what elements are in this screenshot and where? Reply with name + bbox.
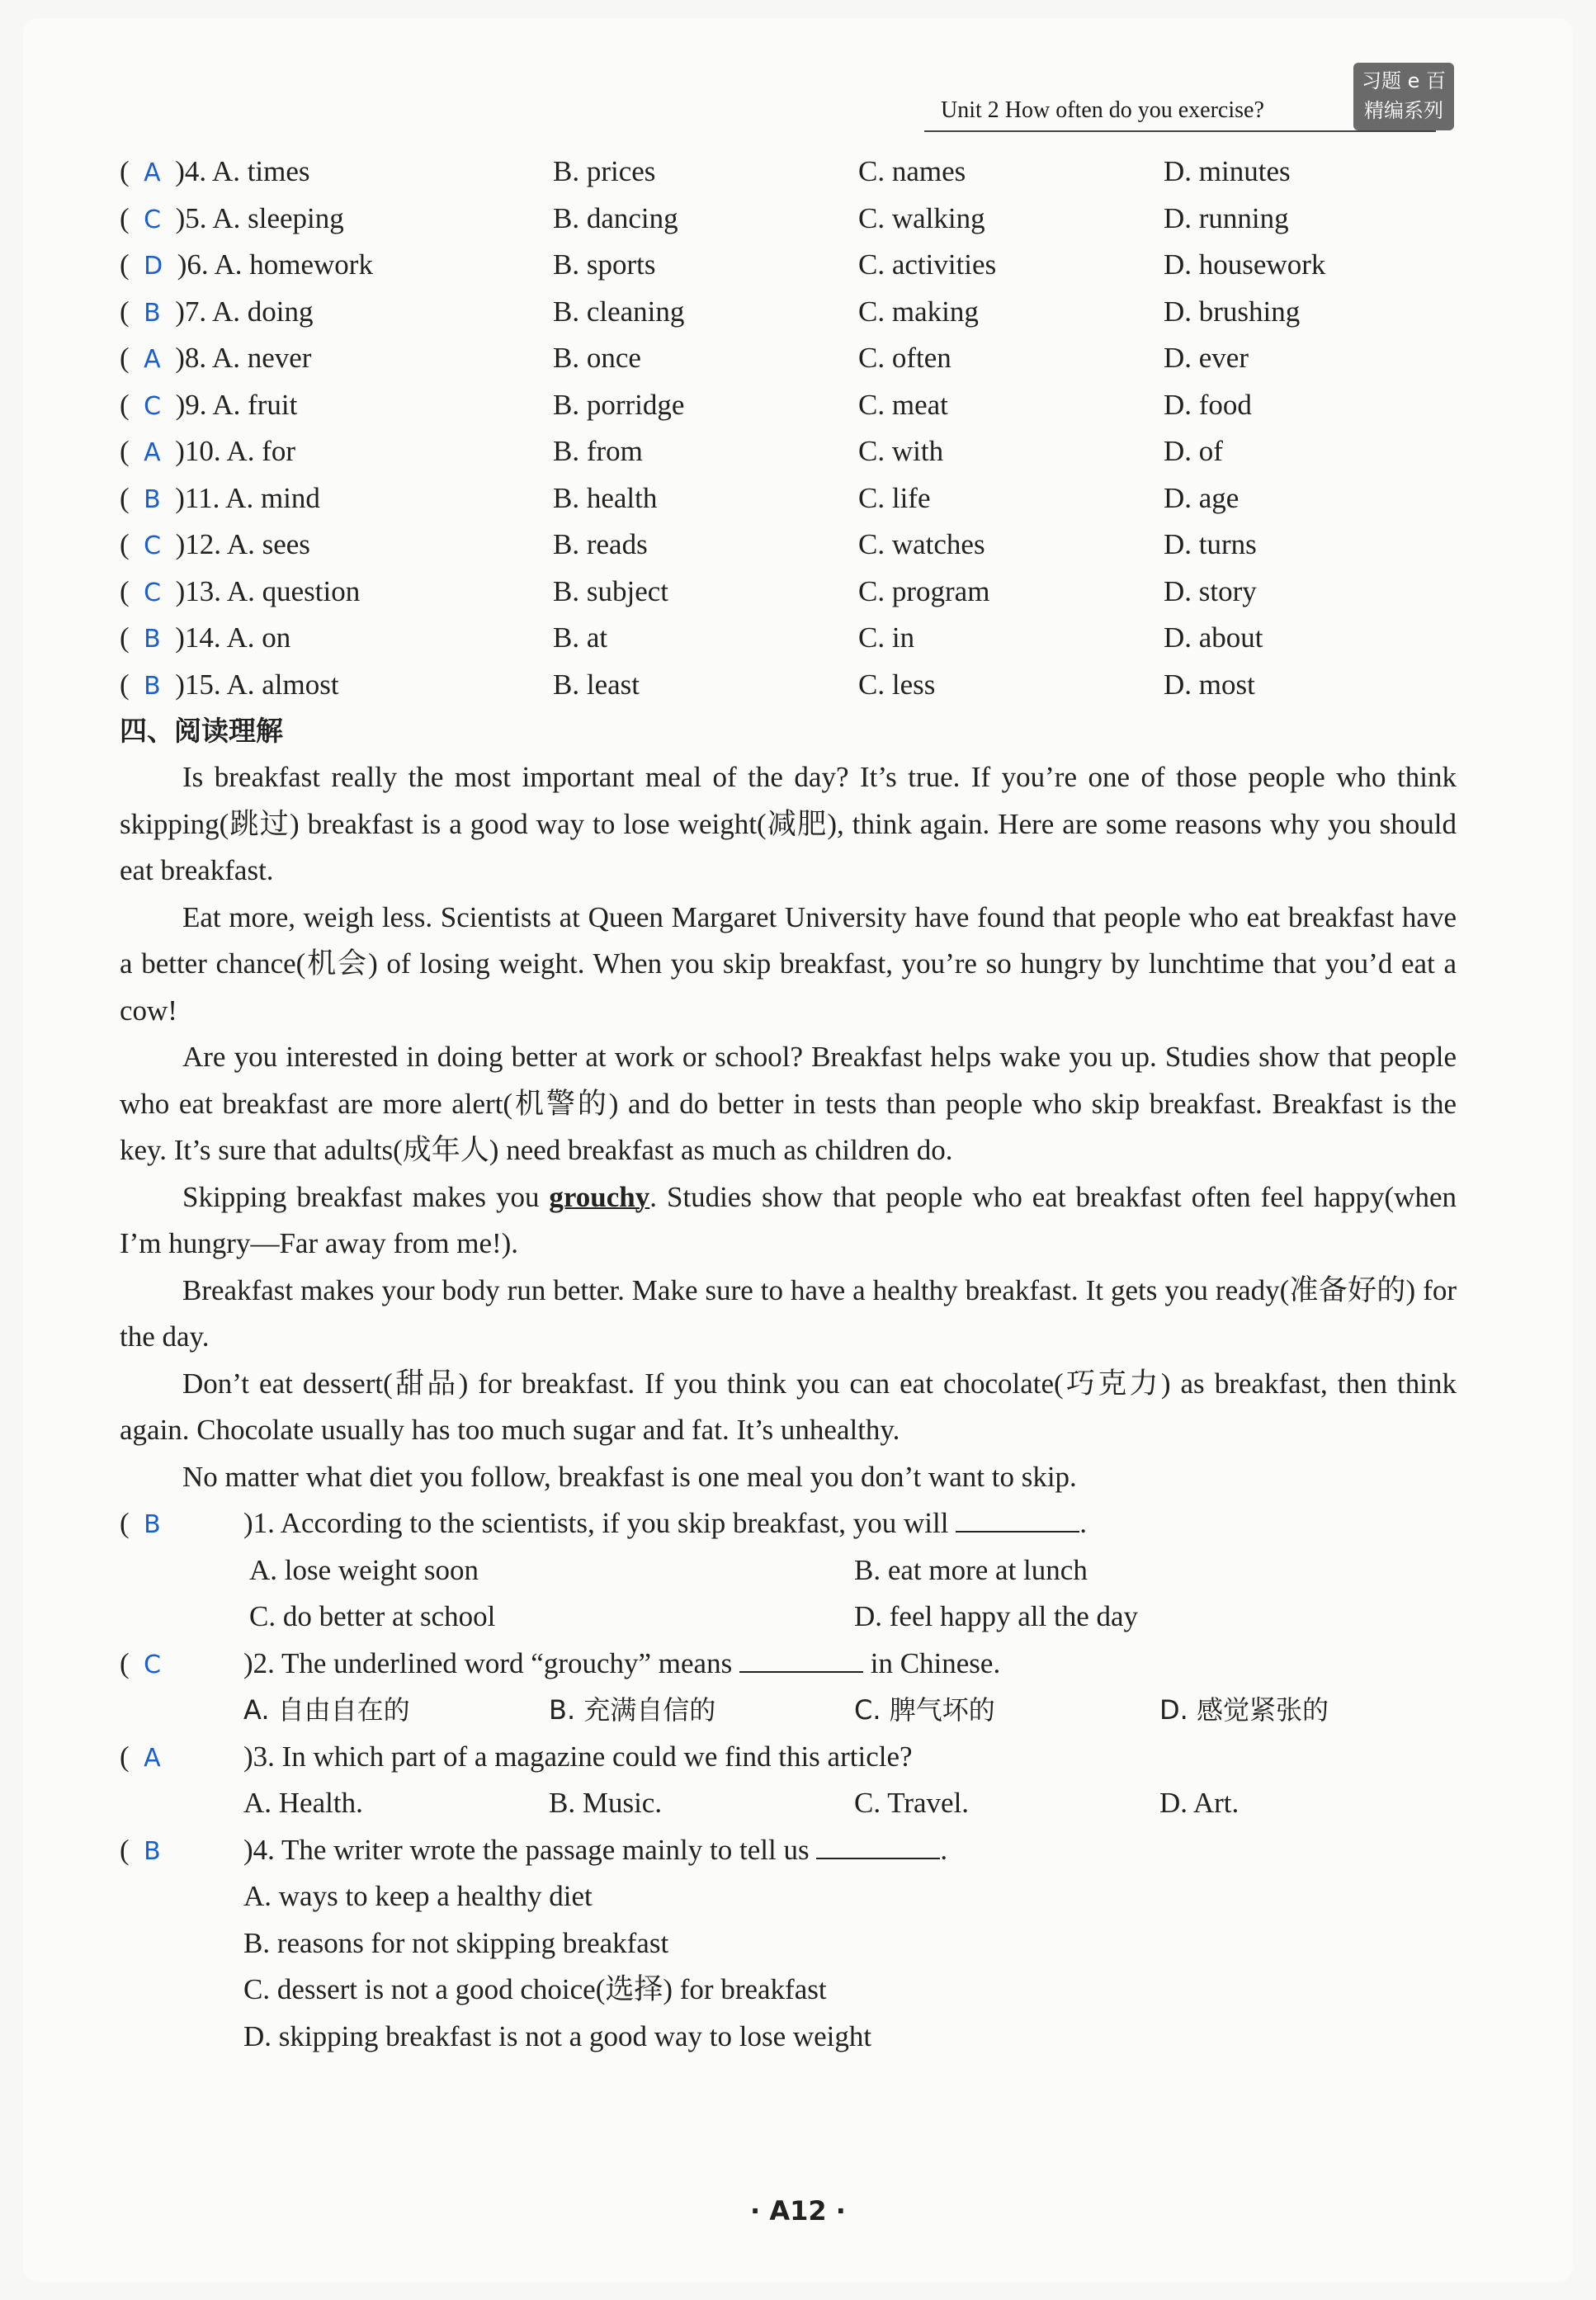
cloze-answers bbox=[120, 149, 1457, 708]
option-b: B. least bbox=[553, 668, 640, 701]
question-2 bbox=[120, 1641, 1457, 1688]
option-d: D. age bbox=[1164, 481, 1239, 514]
option-row-d bbox=[120, 2014, 1457, 2061]
cloze-row bbox=[120, 289, 1457, 336]
option-c: C. often bbox=[858, 342, 951, 374]
cloze-row bbox=[120, 196, 1457, 243]
option-d: D. Art. bbox=[1159, 1787, 1239, 1819]
option-b: B. subject bbox=[553, 574, 668, 607]
answer-letter: C bbox=[144, 1650, 162, 1679]
answer-paren: ( B bbox=[120, 1833, 161, 1866]
option-b: B. cleaning bbox=[553, 295, 685, 328]
option-c: C. with bbox=[858, 435, 944, 467]
option-c: C. life bbox=[858, 481, 931, 514]
answer-letter: D bbox=[144, 252, 163, 281]
answer-letter: C bbox=[144, 578, 162, 607]
option-c: C. dessert is not a good choice(选择) for breakfast bbox=[243, 1973, 827, 2005]
option-b: B. once bbox=[553, 342, 641, 374]
cloze-item-stem: ( B )11. A. mind bbox=[120, 481, 320, 514]
option-d: D. running bbox=[1164, 201, 1289, 234]
logo-line-2: 精编系列 bbox=[1364, 99, 1443, 122]
option-a: )6. A. homework bbox=[177, 248, 373, 281]
passage-paragraph-5: Breakfast makes your body run better. Make sure to have a healthy breakfast. It gets you ready(准备好的) for the day. bbox=[120, 1273, 1457, 1353]
series-logo bbox=[1353, 63, 1454, 130]
answer-letter: A bbox=[144, 438, 161, 467]
option-a: )7. A. doing bbox=[175, 295, 314, 328]
cloze-item-stem: ( B )14. A. on bbox=[120, 621, 291, 654]
stem-text: )4. The writer wrote the passage mainly to tell us bbox=[243, 1833, 810, 1866]
answer-letter: B bbox=[144, 298, 161, 328]
option-a: )13. A. question bbox=[175, 574, 361, 607]
answer-paren: ( B bbox=[120, 1507, 161, 1539]
option-d: D. turns bbox=[1164, 528, 1257, 560]
option-a: )12. A. sees bbox=[175, 528, 310, 560]
logo-line-1: 习题 e 百 bbox=[1361, 69, 1447, 92]
option-d: D. feel happy all the day bbox=[854, 1600, 1139, 1632]
cloze-item-stem: ( C )13. A. question bbox=[120, 574, 361, 607]
answer-blank bbox=[739, 1646, 863, 1673]
cloze-item-stem: ( A )10. A. for bbox=[120, 435, 295, 467]
option-a: )8. A. never bbox=[175, 342, 312, 374]
option-d: D. most bbox=[1164, 668, 1255, 701]
answer-letter: B bbox=[144, 625, 161, 654]
answer-letter: B bbox=[144, 1510, 161, 1539]
option-c: C. in bbox=[858, 621, 915, 654]
passage-paragraph-1: Is breakfast really the most important meal of the day? It’s true. If you’re one of those people who think skipping(跳过) breakfast is a good way to lose weight(减肥), think again. Here are some reasons why you should eat breakfast. bbox=[120, 761, 1457, 886]
stem-text: )1. According to the scientists, if you skip breakfast, you will bbox=[243, 1507, 949, 1539]
cloze-row bbox=[120, 335, 1457, 382]
option-d: D. ever bbox=[1164, 342, 1249, 374]
answer-letter: B bbox=[144, 671, 161, 701]
passage-paragraph-2: Eat more, weigh less. Scientists at Queen Margaret University have found that people who eat breakfast have a better chance(机会) of losing weight. When you skip breakfast, you’re so hungry by lunchtime that you’d eat a cow! bbox=[120, 900, 1457, 1027]
option-d: D. minutes bbox=[1164, 155, 1291, 187]
option-a: A. Health. bbox=[243, 1787, 363, 1819]
unit-title: Unit 2 How often do you exercise? bbox=[941, 97, 1264, 123]
option-c: C. meat bbox=[858, 388, 948, 421]
stem-text: )2. The underlined word “grouchy” means bbox=[243, 1646, 733, 1679]
option-c: C. walking bbox=[858, 201, 985, 234]
option-d: D. story bbox=[1164, 574, 1257, 607]
options-row bbox=[120, 1687, 1457, 1734]
answer-blank bbox=[956, 1506, 1079, 1533]
option-d: D. skipping breakfast is not a good way to lose weight bbox=[243, 2019, 872, 2052]
option-a: )9. A. fruit bbox=[175, 388, 298, 421]
answer-letter: C bbox=[144, 531, 162, 560]
option-b: B. 充满自信的 bbox=[549, 1694, 716, 1726]
header-rule bbox=[924, 130, 1436, 132]
stem-end: in Chinese. bbox=[870, 1646, 1001, 1679]
option-d: D. food bbox=[1164, 388, 1252, 421]
option-c: C. 脾气坏的 bbox=[854, 1694, 995, 1726]
cloze-item-stem: ( A )4. A. times bbox=[120, 155, 310, 187]
answer-letter: C bbox=[144, 391, 162, 421]
cloze-row bbox=[120, 428, 1457, 475]
option-a: A. 自由自在的 bbox=[243, 1694, 410, 1726]
cloze-row bbox=[120, 569, 1457, 616]
option-b: B. at bbox=[553, 621, 608, 654]
option-c: C. Travel. bbox=[854, 1787, 970, 1819]
option-b: B. porridge bbox=[553, 388, 685, 421]
option-a: A. ways to keep a healthy diet bbox=[243, 1880, 593, 1912]
options-row bbox=[120, 1780, 1457, 1827]
answer-letter: A bbox=[144, 1743, 161, 1773]
answer-letter: A bbox=[144, 158, 161, 187]
cloze-item-stem: ( C )5. A. sleeping bbox=[120, 201, 344, 234]
option-row-a bbox=[120, 1873, 1457, 1920]
option-d: D. 感觉紧张的 bbox=[1159, 1694, 1329, 1726]
cloze-item-stem: ( C )12. A. sees bbox=[120, 528, 310, 560]
option-d: D. about bbox=[1164, 621, 1263, 654]
question-stem: )3. In which part of a magazine could we find this article? bbox=[243, 1740, 913, 1773]
cloze-row bbox=[120, 382, 1457, 429]
option-d: D. housework bbox=[1164, 248, 1326, 281]
option-a: )11. A. mind bbox=[175, 481, 320, 514]
option-c: C. program bbox=[858, 574, 990, 607]
options-row bbox=[120, 1547, 1457, 1594]
option-d: D. brushing bbox=[1164, 295, 1301, 328]
option-d: D. of bbox=[1164, 435, 1223, 467]
option-a: )4. A. times bbox=[175, 155, 310, 187]
answer-letter: B bbox=[144, 484, 161, 514]
option-b: B. sports bbox=[553, 248, 656, 281]
cloze-item-stem: ( D )6. A. homework bbox=[120, 248, 373, 281]
option-c: C. watches bbox=[858, 528, 985, 560]
option-b: B. from bbox=[553, 435, 643, 467]
options-row bbox=[120, 1594, 1457, 1641]
option-row-c bbox=[120, 1967, 1457, 2014]
option-b: B. dancing bbox=[553, 201, 678, 234]
page-number: · A12 · bbox=[750, 2195, 846, 2227]
p4-after: . Studies show that people who eat breakfast often feel happy(when I’m hungry—Far away from me!). bbox=[120, 1180, 1457, 1259]
cloze-row bbox=[120, 475, 1457, 522]
page-content bbox=[120, 149, 1457, 2060]
option-b: B. prices bbox=[553, 155, 656, 187]
cloze-row bbox=[120, 149, 1457, 196]
answer-letter: C bbox=[144, 205, 162, 234]
cloze-row bbox=[120, 615, 1457, 662]
option-a: )5. A. sleeping bbox=[175, 201, 344, 234]
stem-end: . bbox=[1079, 1507, 1087, 1539]
option-a: )14. A. on bbox=[175, 621, 291, 654]
option-b: B. health bbox=[553, 481, 658, 514]
cloze-item-stem: ( C )9. A. fruit bbox=[120, 388, 298, 421]
answer-letter: B bbox=[144, 1836, 161, 1866]
passage-paragraph-3: Are you interested in doing better at work or school? Breakfast helps wake you up. Studies show that people who eat breakfast are more alert(机警的) and do better in tests than people who skip breakfast. Breakfast is the key. It’s sure that adults(成年人) need breakfast as much as children do. bbox=[120, 1041, 1457, 1166]
cloze-row bbox=[120, 242, 1457, 289]
cloze-item-stem: ( A )8. A. never bbox=[120, 342, 312, 374]
underlined-word: grouchy bbox=[549, 1180, 650, 1213]
option-b: B. reads bbox=[553, 528, 648, 560]
option-c: C. less bbox=[858, 668, 936, 701]
passage-paragraph-4 bbox=[120, 1174, 1457, 1268]
cloze-row bbox=[120, 662, 1457, 709]
question-4 bbox=[120, 1827, 1457, 1874]
option-b: B. Music. bbox=[549, 1787, 663, 1819]
option-a: A. lose weight soon bbox=[249, 1553, 479, 1586]
passage-paragraph-6: Don’t eat dessert(甜品) for breakfast. If you think you can eat chocolate(巧克力) as breakfast, then think again. Chocolate usually has too much sugar and fat. It’s unhealthy. bbox=[120, 1367, 1457, 1446]
answer-letter: A bbox=[144, 345, 161, 374]
question-stem bbox=[243, 1641, 1000, 1688]
question-1 bbox=[120, 1500, 1457, 1547]
answer-paren: ( C bbox=[120, 1646, 162, 1679]
passage-paragraph-7: No matter what diet you follow, breakfast is one meal you don’t want to skip. bbox=[182, 1460, 1077, 1493]
cloze-row bbox=[120, 522, 1457, 569]
p4-before: Skipping breakfast makes you bbox=[182, 1180, 550, 1213]
answer-paren: ( A bbox=[120, 1740, 161, 1773]
cloze-item-stem: ( B )7. A. doing bbox=[120, 295, 314, 328]
section-title: 四、阅读理解 bbox=[120, 715, 283, 747]
option-c: C. names bbox=[858, 155, 966, 187]
option-row-b bbox=[120, 1920, 1457, 1967]
option-c: C. making bbox=[858, 295, 979, 328]
option-b: B. reasons for not skipping breakfast bbox=[243, 1926, 669, 1959]
cloze-item-stem: ( B )15. A. almost bbox=[120, 668, 339, 701]
stem-end: . bbox=[940, 1833, 948, 1866]
option-c: C. activities bbox=[858, 248, 997, 281]
option-a: )10. A. for bbox=[175, 435, 295, 467]
option-c: C. do better at school bbox=[249, 1600, 496, 1632]
option-b: B. eat more at lunch bbox=[854, 1553, 1088, 1586]
question-stem bbox=[243, 1827, 947, 1874]
option-a: )15. A. almost bbox=[175, 668, 339, 701]
question-stem bbox=[243, 1500, 1087, 1547]
question-3 bbox=[120, 1734, 1457, 1781]
answer-blank bbox=[816, 1833, 940, 1859]
